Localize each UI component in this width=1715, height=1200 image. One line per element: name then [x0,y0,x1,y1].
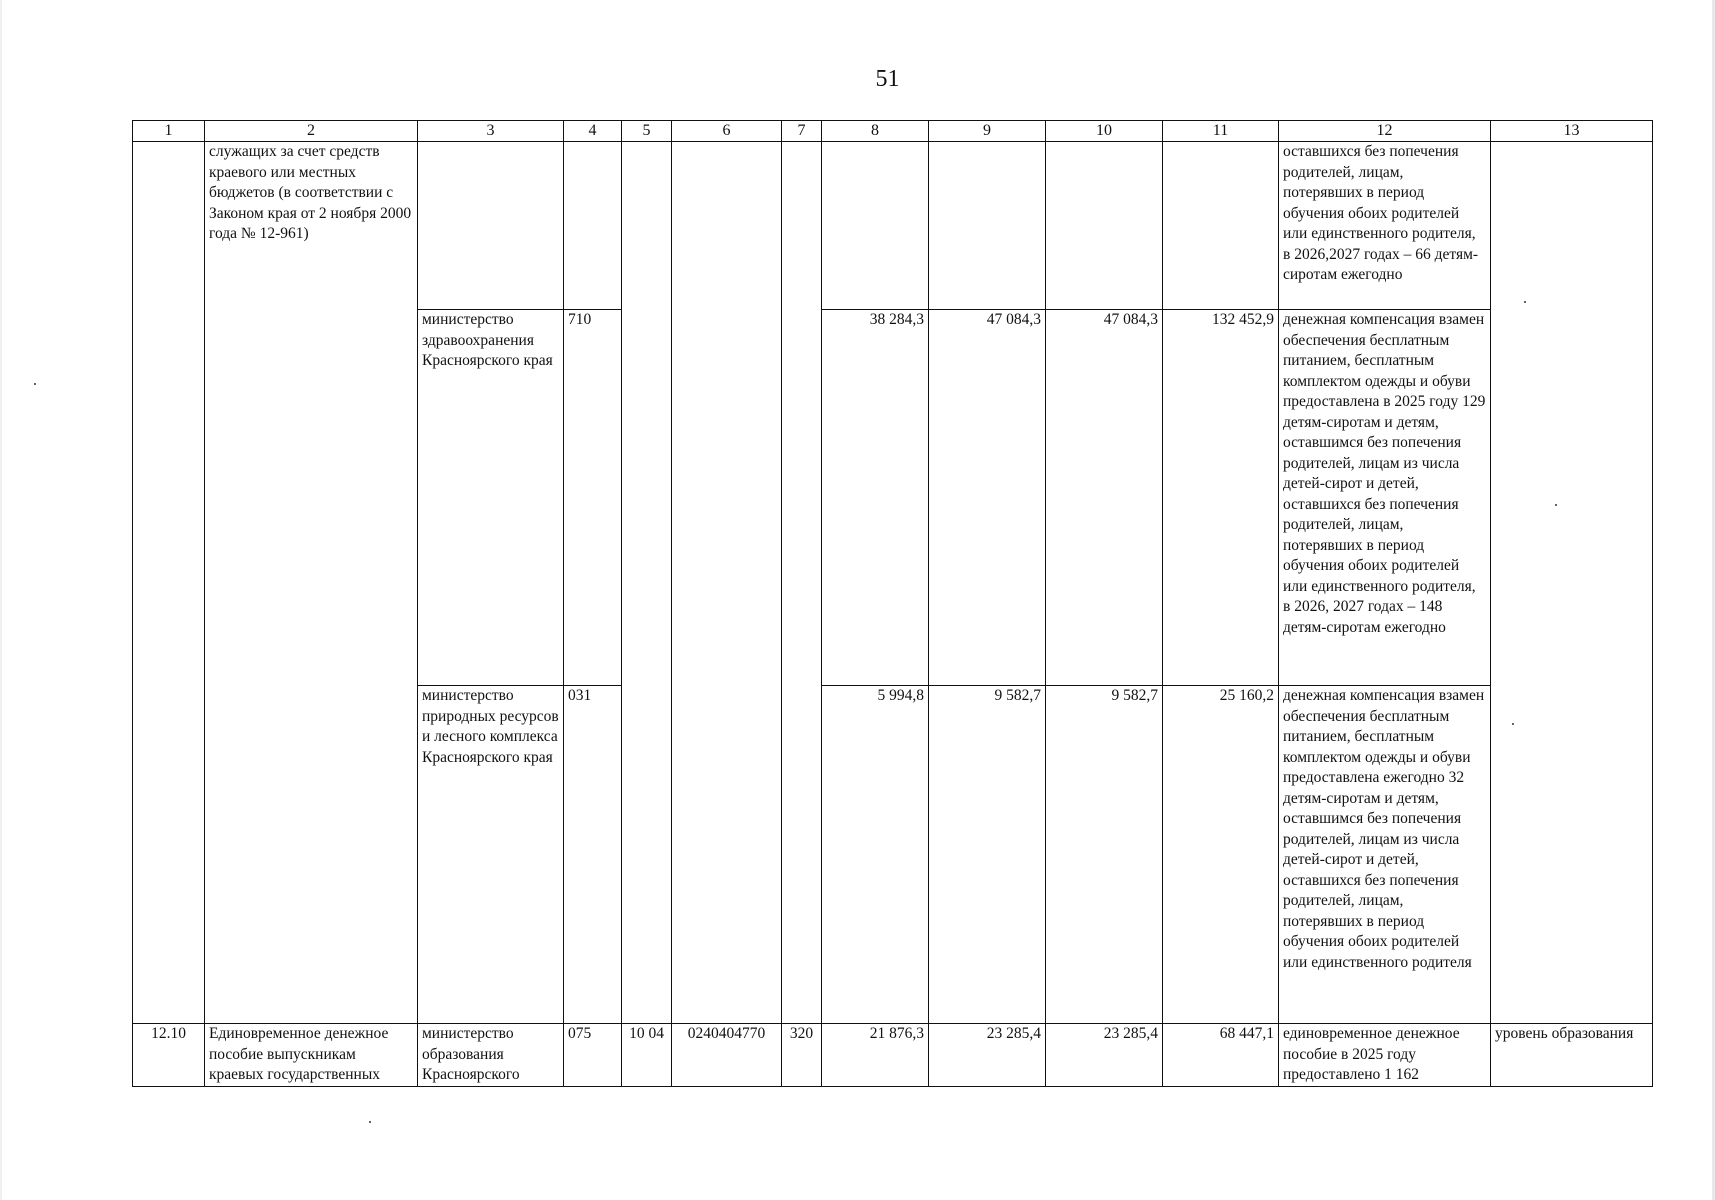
cell-grbs-code: 075 [564,1024,622,1087]
cell-total-value: 132 452,9 [1163,310,1279,686]
cell-measure-name-continued: служащих за счет средств краевого или местных бюджетов (в соответствии с Законом края от 2 ноября 2000 года № 12-961) [205,142,418,1024]
table-row [133,142,1653,310]
header-cell-1: 1 [133,121,205,142]
header-cell-9: 9 [929,121,1046,142]
cell-result-text: денежная компенсация взамен обеспечения бесплатным питанием, бесплатным комплектом одежды и обуви предоставлена ежегодно 32 детям-сиротам и детям, оставшимся без попечения родителей, лицам из числа детей-сирот и детей, оставшихся без попечения родителей, лицам, потерявших в период обучения обоих родителей или единственного родителя [1279,686,1491,1024]
cell-section-code: 10 04 [622,1024,672,1087]
cell-2026-value: 47 084,3 [929,310,1046,686]
cell-result-text: единовременное денежное пособие в 2025 году предоставлено 1 162 [1279,1024,1491,1087]
cell-total-value: 25 160,2 [1163,686,1279,1024]
header-cell-6: 6 [672,121,782,142]
scan-speck [1555,504,1557,506]
cell-grbs-code: 710 [564,310,622,686]
header-cell-11: 11 [1163,121,1279,142]
budget-table [132,120,1653,1087]
cell-2027-value: 9 582,7 [1046,686,1163,1024]
cell-2025-value: 21 876,3 [822,1024,929,1087]
header-cell-12: 12 [1279,121,1491,142]
cell-section-code-empty [622,142,672,1024]
cell-total-value: 68 447,1 [1163,1024,1279,1087]
cell-result-text: денежная компенсация взамен обеспечения бесплатным питанием, бесплатным комплектом одежды и обуви предоставлена в 2025 году 129 детям-сиротам и детям, оставшимся без попечения родителей, лицам из числа детей-сирот и детей, оставшихся без попечения родителей, лицам, потерявших в период обучения обоих родителей или единственного родителя, в 2026, 2027 годах – 148 детям-сиротам ежегодно [1279,310,1491,686]
cell-2027-empty [1046,142,1163,310]
header-cell-13: 13 [1491,121,1653,142]
header-cell-3: 3 [418,121,564,142]
cell-2025-empty [822,142,929,310]
cell-2025-value: 38 284,3 [822,310,929,686]
cell-item-number: 12.10 [133,1024,205,1087]
header-cell-5: 5 [622,121,672,142]
cell-target-code-empty [672,142,782,1024]
cell-2025-value: 5 994,8 [822,686,929,1024]
scan-speck [34,383,36,385]
header-cell-10: 10 [1046,121,1163,142]
scan-edge-left [0,0,2,1200]
cell-2026-value: 9 582,7 [929,686,1046,1024]
cell-agency-health: министерство здравоохранения Красноярского края [418,310,564,686]
scan-speck [1512,723,1514,725]
cell-target-code: 0240404770 [672,1024,782,1087]
header-cell-2: 2 [205,121,418,142]
cell-agency-empty [418,142,564,310]
table-row [133,1024,1653,1087]
cell-result-continued: оставшихся без попечения родителей, лицам, потерявших в период обучения обоих родителей или единственного родителя, в 2026,2027 годах – 66 детям-сиротам ежегодно [1279,142,1491,310]
cell-agency-natural-resources: министерство природных ресурсов и лесного комплекса Красноярского края [418,686,564,1024]
header-cell-7: 7 [782,121,822,142]
scan-speck [1524,301,1526,303]
cell-item-number-empty [133,142,205,1024]
cell-grbs-empty [564,142,622,310]
column-number-header-row [133,121,1653,142]
cell-grbs-code: 031 [564,686,622,1024]
page-number: 51 [875,66,900,92]
header-cell-4: 4 [564,121,622,142]
cell-measure-name: Единовременное денежное пособие выпускникам краевых государственных [205,1024,418,1087]
cell-2026-value: 23 285,4 [929,1024,1046,1087]
cell-indicator-empty [1491,142,1653,1024]
cell-agency-education: министерство образования Красноярского [418,1024,564,1087]
scan-speck [369,1121,371,1123]
cell-2027-value: 47 084,3 [1046,310,1163,686]
cell-2027-value: 23 285,4 [1046,1024,1163,1087]
cell-indicator: уровень образования [1491,1024,1653,1087]
cell-expense-type-empty [782,142,822,1024]
header-cell-8: 8 [822,121,929,142]
cell-2026-empty [929,142,1046,310]
cell-total-empty [1163,142,1279,310]
cell-expense-type: 320 [782,1024,822,1087]
